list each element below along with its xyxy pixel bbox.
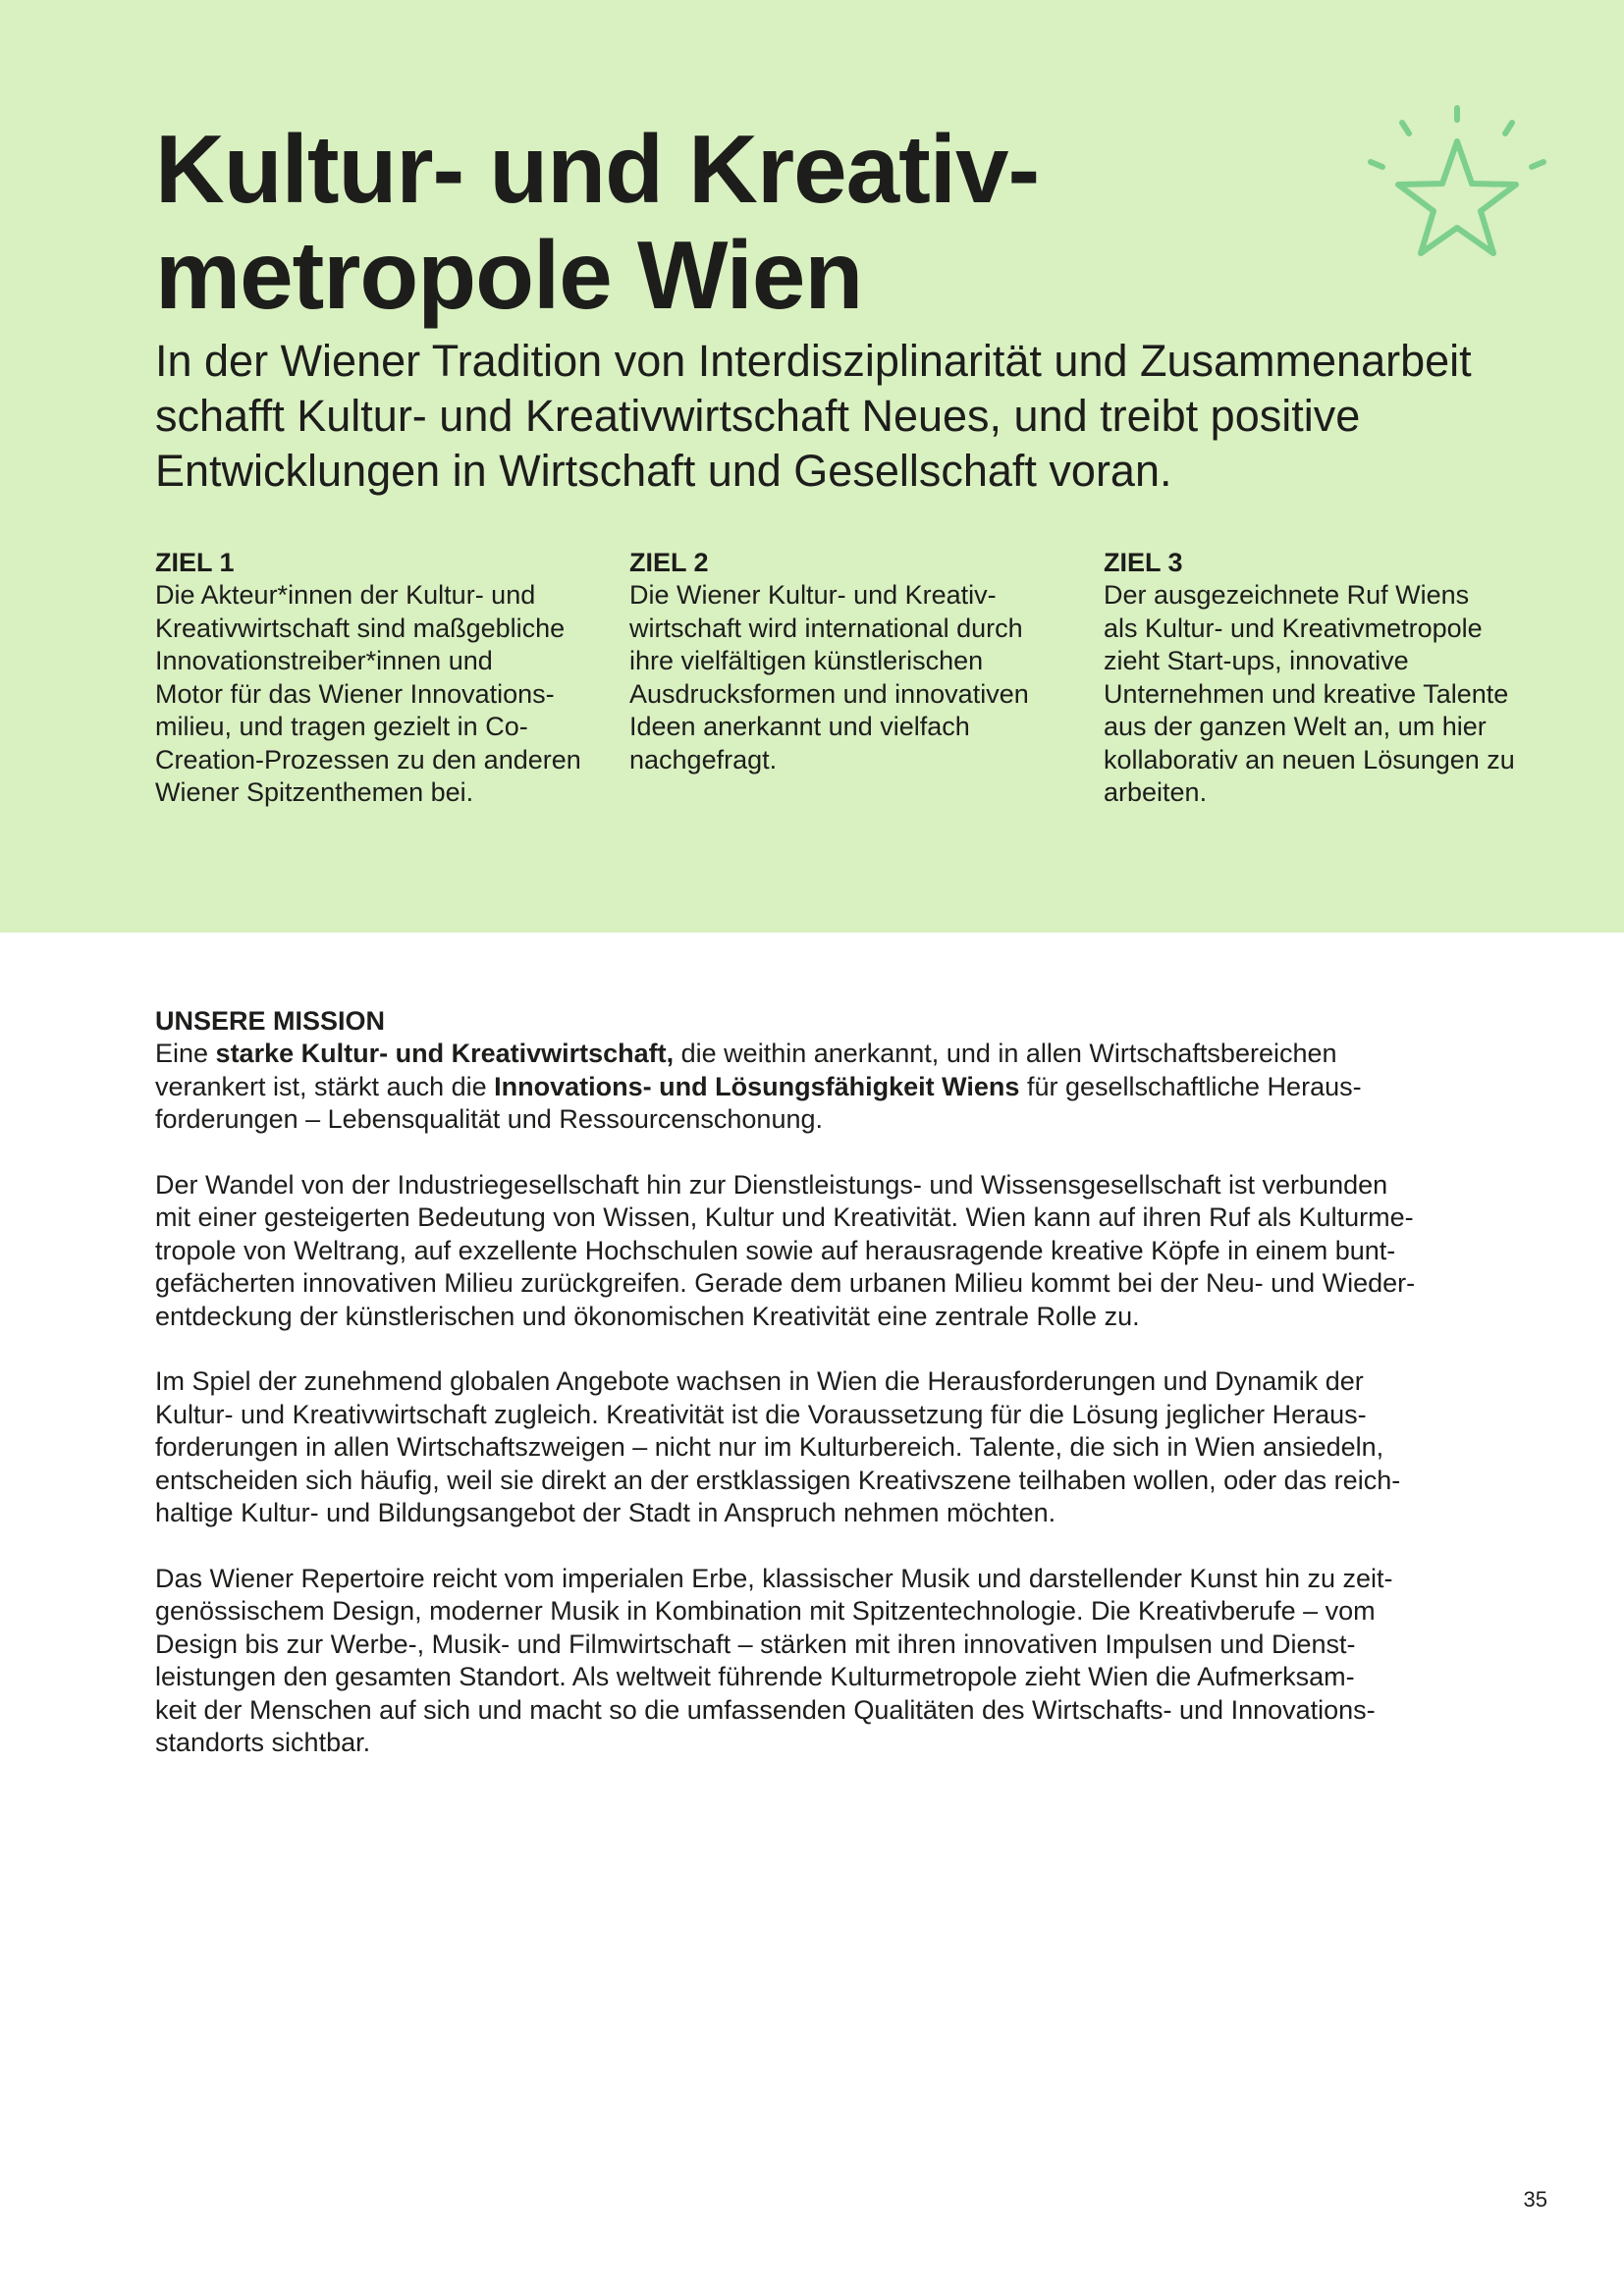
text-run: für gesellschaftliche Heraus- forderungen – Lebensqualität und Ressourcenschonung. [155, 1071, 1362, 1134]
hero-banner [0, 0, 1624, 933]
goal-heading: ZIEL 2 [629, 548, 709, 577]
bold-run: Innovations- und Lösungsfähigkeit Wiens [494, 1071, 1020, 1101]
goal-3 [1104, 546, 1565, 810]
goal-2 [629, 546, 1091, 776]
page-title: Kultur- und Kreativ- metropole Wien [155, 115, 1040, 329]
text-run: die weithin anerkannt, und in allen Wirtschaftsbereichen verankert ist, stärkt auch die [155, 1039, 1337, 1101]
star-icon [1363, 98, 1555, 291]
mission-paragraph-3: Im Spiel der zunehmend globalen Angebote wachsen in Wien die Herausforderungen und Dynamik der Kultur- und Kreativwirtschaft zugleich. Kreativität ist die Voraussetzung für die Lösung jeglicher Heraus- forderungen in allen Wirtschaftszweigen – nicht nur im Kulturbereich. Talente, die sich in Wien ansiedeln, entscheiden sich häufig, weil sie direkt an der erstklassigen Kreativszene teilhaben wollen, oder das reich- haltige Kultur- und Bildungsangebot der Stadt in Anspruch nehmen möchten. [155, 1366, 1401, 1527]
text-run: Eine [155, 1039, 216, 1068]
mission-paragraph-2: Der Wandel von der Industriegesellschaft hin zur Dienstleistungs- und Wissensgesellschaft ist verbunden mit einer gesteigerten Bedeutung von Wissen, Kultur und Kreativität. Wien kann auf ihren Ruf als Kulturme- tropole von Weltrang, auf exzellente Hochschulen sowie auf herausragende kreative Köpfe in einem bunt- gefächerten innovativen Milieu zurückgreifen. Gerade dem urbanen Milieu kommt bei der Neu- und Wieder- entdeckung der künstlerischen und ökonomischen Kreativität eine zentrale Rolle zu. [155, 1169, 1416, 1331]
goal-text: Der ausgezeichnete Ruf Wiens als Kultur- und Kreativmetropole zieht Start-ups, innovative Unternehmen und kreative Talente aus der ganzen Welt an, um hier kollaborativ an neuen Lösungen zu arbeiten. [1104, 580, 1515, 807]
goal-heading: ZIEL 1 [155, 548, 235, 577]
mission-section [155, 1004, 1549, 1792]
page-number: 35 [1523, 2187, 1547, 2212]
bold-run: starke Kultur- und Kreativwirtschaft, [215, 1039, 675, 1068]
goal-heading: ZIEL 3 [1104, 548, 1183, 577]
goal-text: Die Akteur*innen der Kultur- und Kreativwirtschaft sind maßgebliche Innovationstreiber*innen und Motor für das Wiener Innovations- milieu, und tragen gezielt in Co- Creation-Prozessen zu den anderen Wiener Spitzenthemen bei. [155, 580, 581, 807]
mission-paragraph-4: Das Wiener Repertoire reicht vom imperialen Erbe, klassischer Musik und darstellender Kunst hin zu zeit- genössischem Design, moderner Musik in Kombination mit Spitzentechnologie. Die Kreativberufe – vom Design bis zur Werbe-, Musik- und Filmwirtschaft – stärken mit ihren innovativen Impulsen und Dienst- leistungen den gesamten Standort. Als weltweit führende Kulturmetropole zieht Wien die Aufmerksam- keit der Menschen auf sich und macht so die umfassenden Qualitäten des Wirtschafts- und Innovations- standorts sichtbar. [155, 1563, 1393, 1757]
mission-heading: UNSERE MISSION [155, 1006, 386, 1036]
goals-section [155, 546, 1549, 840]
mission-paragraph-1 [155, 1038, 1549, 1137]
goal-text: Die Wiener Kultur- und Kreativ- wirtschaft wird international durch ihre vielfältigen künstlerischen Ausdrucksformen und innovativen Ideen anerkannt und vielfach nachgefragt. [629, 580, 1029, 774]
goal-1 [155, 546, 617, 810]
lead-paragraph: In der Wiener Tradition von Interdisziplinarität und Zusammenarbeit schafft Kultur- und Kreativwirtschaft Neues, und treibt positive Entwicklungen in Wirtschaft und Gesellschaft voran. [155, 336, 1472, 496]
